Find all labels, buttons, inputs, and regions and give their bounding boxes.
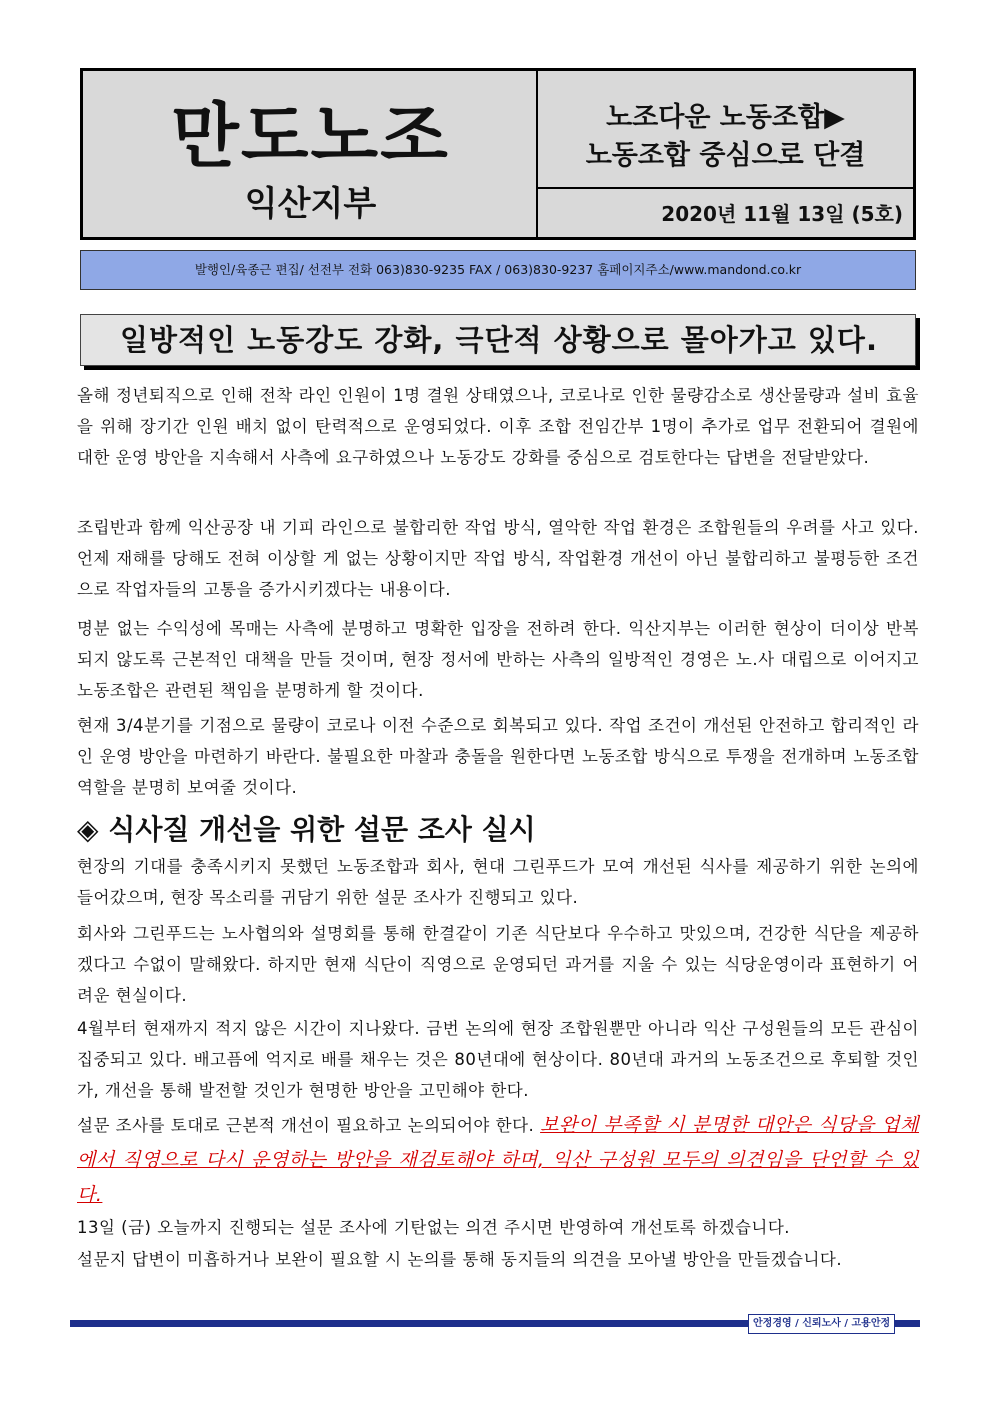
slogan-line-2: 노동조합 중심으로 단결	[585, 140, 866, 171]
survey-paragraph-6: 설문지 답변이 미흡하거나 보완이 필요할 시 논의를 통해 동지들의 의견을 모아낼 방안을 만들겠습니다.	[77, 1250, 843, 1269]
section-title-survey: ◈ 식사질 개선을 위한 설문 조사 실시	[77, 813, 536, 846]
article-paragraph-2: 조립반과 함께 익산공장 내 기피 라인으로 불합리한 작업 방식, 열악한 작업 환경은 조합원들의 우려를 사고 있다. 언제 재해를 당해도 전혀 이상할 게 없는 상황이지만 작업 방식, 작업환경 개선이 아닌 불합리하고 불평등한 조건으로 작업자들의 고통을 증가시키겠다는 내용이다.	[77, 518, 919, 599]
survey-paragraph-4-emphasis: 보완이 부족할 시 분명한 대안은 식당을 업체에서 직영으로 다시 운영하는 방안을 재검토해야 하며, 익산 구성원 모두의 의견임을 단언할 수 있다.	[77, 1114, 919, 1206]
survey-paragraph-5: 13일 (금) 오늘까지 진행되는 설문 조사에 기탄없는 의견 주시면 반영하여 개선토록 하겠습니다.	[77, 1218, 791, 1237]
slogan-box	[538, 71, 913, 189]
article-paragraph-3: 명분 없는 수익성에 목매는 사측에 분명하고 명확한 입장을 전하려 한다. 익산지부는 이러한 현상이 더이상 반복되지 않도록 근본적인 대책을 만들 것이며, 현장 정서에 반하는 사측의 일방적인 경영은 노.사 대립으로 이어지고 노동조합은 관련된 책임을 분명하게 할 것이다.	[77, 619, 919, 700]
headline: 일방적인 노동강도 강화, 극단적 상황으로 몰아가고 있다.	[120, 323, 878, 357]
masthead	[80, 68, 916, 240]
survey-paragraph-4-plain: 설문 조사를 토대로 근본적 개선이 필요하고 논의되어야 한다.	[77, 1116, 541, 1135]
footer-tag: 안정경영 / 신뢰노사 / 고용안정	[748, 1314, 895, 1334]
headline-box	[80, 314, 916, 366]
issue-date: 2020년 11월 13일 (5호)	[661, 202, 903, 226]
publisher-info-bar: 발행인/육종근 편집/ 선전부 전화 063)830-9235 FAX / 063)830-9237 홈페이지주소/www.mandond.co.kr	[80, 250, 916, 290]
survey-paragraph-3: 4월부터 현재까지 적지 않은 시간이 지나왔다. 금번 논의에 현장 조합원뿐만 아니라 익산 구성원들의 모든 관심이 집중되고 있다. 배고픔에 억지로 배를 채우는 것은 80년대에 현상이다. 80년대 과거의 노동조건으로 후퇴할 것인가, 개선을 통해 발전할 것인가 현명한 방안을 고민해야 한다.	[77, 1019, 919, 1100]
slogan-line-1: 노조다운 노동조합▶	[606, 102, 845, 133]
branch-name: 익산지부	[244, 184, 377, 224]
article-paragraph-4: 현재 3/4분기를 기점으로 물량이 코로나 이전 수준으로 회복되고 있다. 작업 조건이 개선된 안전하고 합리적인 라인 운영 방안을 마련하기 바란다. 불필요한 마찰과 충돌을 원한다면 노동조합 방식으로 투쟁을 전개하며 노동조합 역할을 분명히 보여줄 것이다.	[77, 716, 919, 797]
newsletter-title: 만도노조	[171, 95, 450, 177]
article-paragraph-1: 올해 정년퇴직으로 인해 전착 라인 인원이 1명 결원 상태였으나, 코로나로 인한 물량감소로 생산물량과 설비 효율을 위해 장기간 인원 배치 없이 탄력적으로 운영되었다. 이후 조합 전임간부 1명이 추가로 업무 전환되어 결원에 대한 운영 방안을 지속해서 사측에 요구하였으나 노동강도 강화를 중심으로 검토한다는 답변을 전달받았다.	[77, 386, 919, 467]
survey-paragraph-1: 현장의 기대를 충족시키지 못했던 노동조합과 회사, 현대 그린푸드가 모여 개선된 식사를 제공하기 위한 논의에 들어갔으며, 현장 목소리를 귀담기 위한 설문 조사가 진행되고 있다.	[77, 857, 919, 907]
survey-paragraph-2: 회사와 그린푸드는 노사협의와 설명회를 통해 한결같이 기존 식단보다 우수하고 맛있으며, 건강한 식단을 제공하겠다고 수없이 말해왔다. 하지만 현재 식단이 직영으로 운영되던 과거를 지울 수 있는 식당운영이라 표현하기 어려운 현실이다.	[77, 924, 919, 1005]
masthead-left	[83, 71, 538, 237]
survey-paragraph-4	[77, 1108, 919, 1213]
